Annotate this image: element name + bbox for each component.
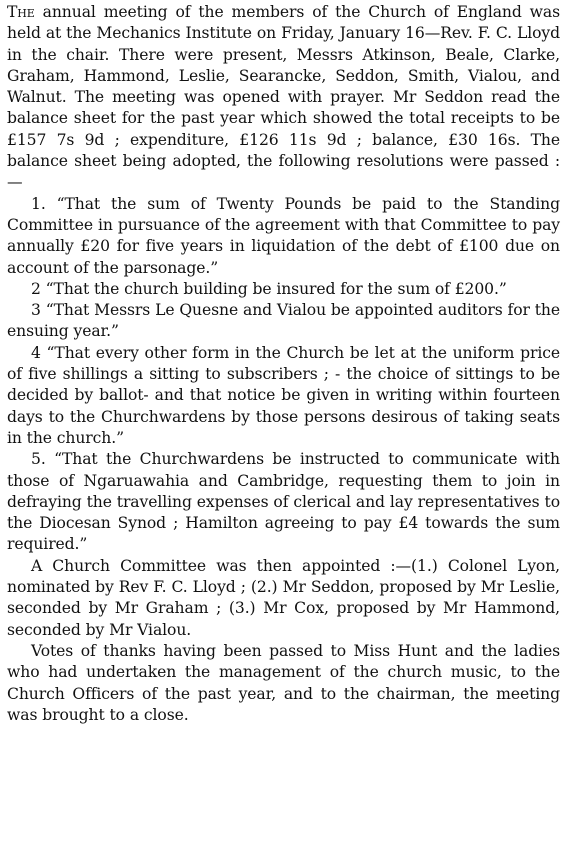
- committee-paragraph: A Church Committee was then appointed :—(1.) Colonel Lyon, nominated by Rev F. C. Lloyd ; (2.) Mr Seddon, proposed by Mr Leslie, seconded by Mr Graham ; (3.) Mr Cox, proposed by Mr Hammond, seconded by Mr Vialou.: [7, 556, 560, 639]
- resolution-1: 1. “That the sum of Twenty Pounds be paid to the Standing Committee in pursuance of the agreement with that Committee to pay annually £20 for five years in liquidation of the debt of £100 due on account of the parsonage.”: [7, 194, 560, 277]
- opening-paragraph: [7, 2, 560, 194]
- resolution-5: 5. “That the Churchwardens be instructed to communicate with those of Ngaruawahia and Cambridge, requesting them to join in defraying the travelling expenses of clerical and lay representatives to the Diocesan Synod ; Hamilton agreeing to pay £4 towards the sum required.”: [7, 450, 560, 554]
- resolution-4: 4 “That every other form in the Church be let at the uniform price of five shillings a sitting to subscribers ; - the choice of sittings to be decided by ballot- and that notice be given in writing within fourteen days to the Churchwardens by those persons desirous of taking seats in the church.”: [7, 343, 560, 447]
- closing-paragraph: Votes of thanks having been passed to Miss Hunt and the ladies who had undertaken the management of the church music, to the Church Officers of the past year, and to the chairman, the meeting was brought to a close.: [7, 641, 560, 724]
- lead-word: The: [7, 3, 35, 21]
- resolution-3: 3 “That Messrs Le Quesne and Vialou be appointed auditors for the ensuing year.”: [7, 301, 560, 341]
- resolution-2: 2 “That the church building be insured for the sum of £200.”: [31, 279, 507, 298]
- opening-text: annual meeting of the members of the Church of England was held at the Mechanics Institute on Friday, January 16—Rev. F. C. Lloyd in the chair. There were present, Messrs Atkinson, Beale, Clarke, Graham, Hammond, Leslie, Searancke, Seddon, Smith, Vialou, and Walnut. The meeting was opened with prayer. Mr Seddon read the balance sheet for the past year which showed the total receipts to be £157 7s 9d ; expenditure, £126 11s 9d ; balance, £30 16s. The balance sheet being adopted, the following resolutions were passed :—: [7, 3, 561, 192]
